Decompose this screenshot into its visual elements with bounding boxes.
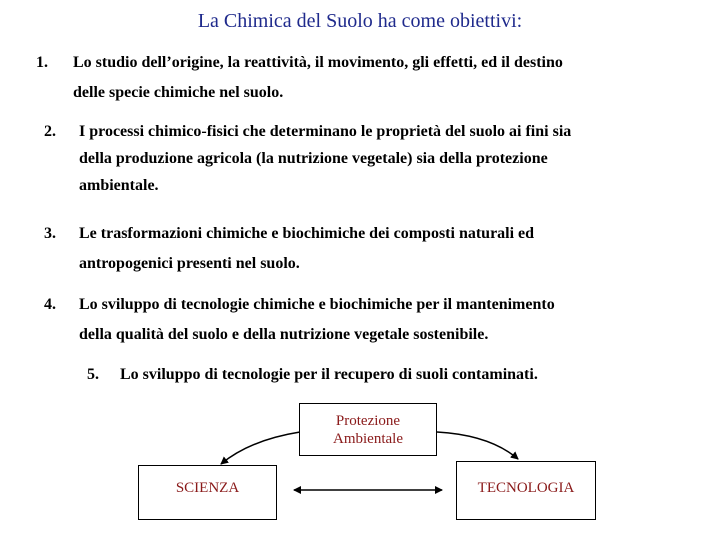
box-label-line: Protezione: [335, 413, 401, 429]
box-label-line: Ambientale: [333, 431, 403, 447]
tecnologia-box: [456, 461, 596, 520]
objective-text-line: della qualità del suolo e della nutrizione vegetale sostenibile.: [79, 326, 489, 343]
objective-number: 2.: [44, 123, 56, 140]
protezione-ambientale-box: [299, 403, 437, 456]
objective-text-line: Lo studio dell’origine, la reattività, il movimento, gli effetti, ed il destino: [73, 54, 563, 71]
objective-number: 5.: [87, 366, 99, 383]
objective-text-line: della produzione agricola (la nutrizione vegetale) sia della protezione: [79, 150, 548, 167]
objective-number: 1.: [36, 54, 48, 71]
objective-text-line: Lo sviluppo di tecnologie chimiche e biochimiche per il mantenimento: [79, 296, 555, 313]
objective-text-line: ambientale.: [79, 177, 159, 194]
objective-text-line: I processi chimico-fisici che determinano le proprietà del suolo ai fini sia: [79, 123, 572, 140]
objective-text-line: Le trasformazioni chimiche e biochimiche dei composti naturali ed: [79, 225, 535, 242]
objective-number: 3.: [44, 225, 56, 242]
arrow-to-scienza: [221, 432, 300, 464]
slide-title: La Chimica del Suolo ha come obiettivi:: [197, 10, 523, 32]
objective-text-line: Lo sviluppo di tecnologie per il recupero di suoli contaminati.: [120, 366, 538, 383]
objective-number: 4.: [44, 296, 56, 313]
objective-text-line: antropogenici presenti nel suolo.: [79, 255, 300, 272]
arrow-to-tecnologia: [437, 432, 518, 459]
objective-text-line: delle specie chimiche nel suolo.: [73, 84, 284, 101]
box-label: SCIENZA: [175, 480, 240, 496]
scienza-box: [138, 465, 277, 520]
box-label: TECNOLOGIA: [477, 480, 575, 496]
